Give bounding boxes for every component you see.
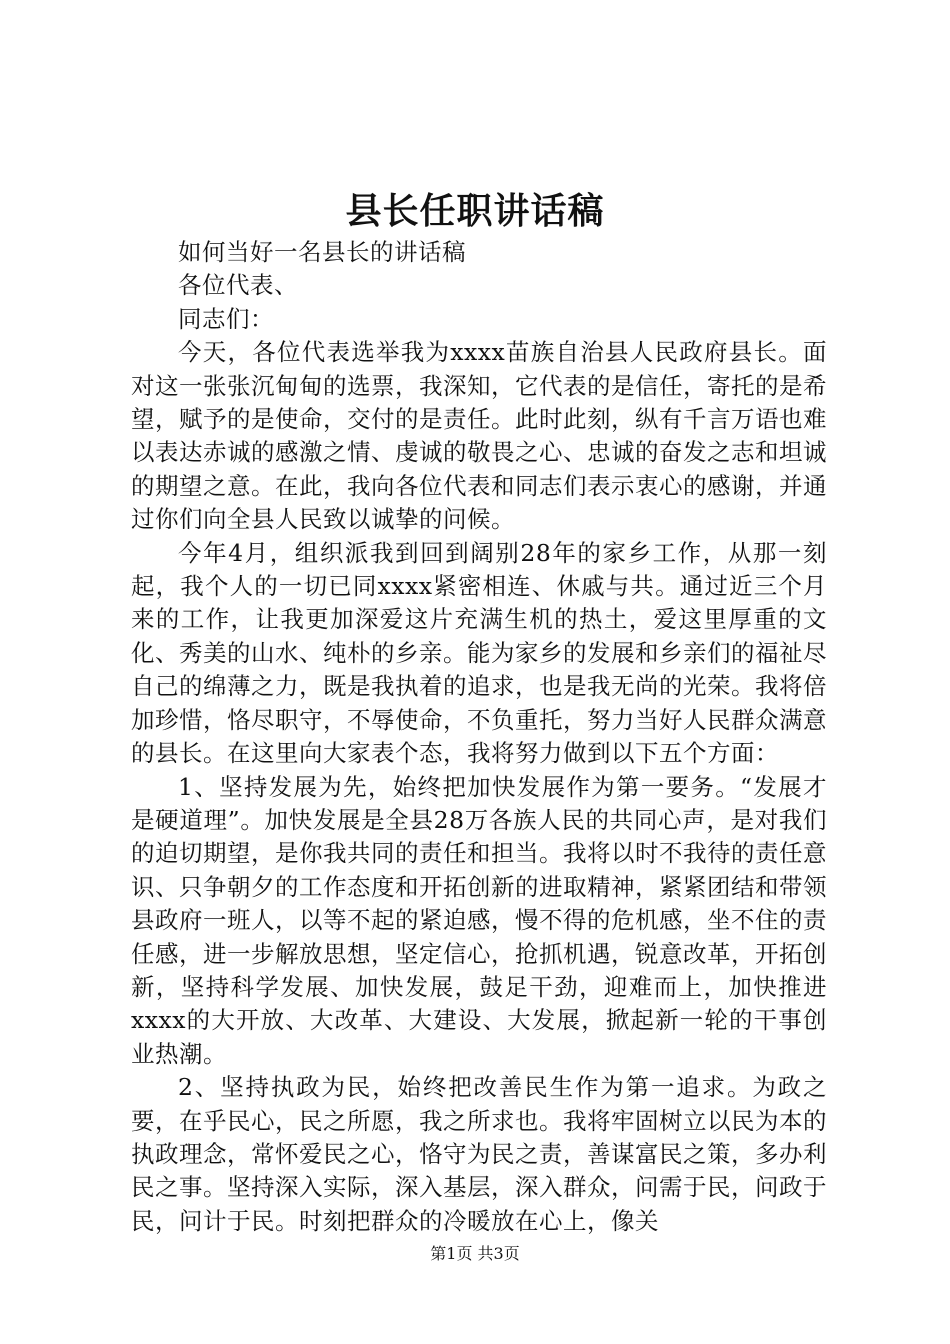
paragraph-body: 今年4月，组织派我到回到阔别28年的家乡工作，从那一刻起，我个人的一切已同xxxx紧密相连、休戚与共。通过近三个月来的工作，让我更加深爱这片充满生机的热土，爱这里厚重的文化、秀美的山水、纯朴的乡亲。能为家乡的发展和乡亲们的福祉尽自己的绵薄之力，既是我执着的追求，也是我无尚的光荣。我将倍加珍惜，恪尽职守，不辱使命，不负重托，努力当好人民群众满意的县长。在这里向大家表个态，我将努力做到以下五个方面： (131, 538, 827, 768)
paragraph-salutation-1: 各位代表、 (178, 271, 298, 300)
paragraph-salutation-2: 同志们： (178, 304, 274, 333)
page-footer: 第1页 共3页 (430, 1244, 520, 1263)
paragraph-body: 2、坚持执政为民，始终把改善民生作为第一追求。为政之要，在乎民心，民之所愿，我之所求也。我将牢固树立以民为本的执政理念，常怀爱民之心，恪守为民之责，善谋富民之策，多办利民之事。坚持深入实际，深入基层，深入群众，问需于民，问政于民，问计于民。时刻把群众的冷暖放在心上，像关 (131, 1073, 827, 1235)
document-title: 县长任职讲话稿 (345, 190, 605, 232)
document-body (131, 236, 827, 1238)
paragraph-body: 今天，各位代表选举我为xxxx苗族自治县人民政府县长。面对这一张张沉甸甸的选票，我深知，它代表的是信任，寄托的是希望，赋予的是使命，交付的是责任。此时此刻，纵有千言万语也难以表达赤诚的感激之情、虔诚的敬畏之心、忠诚的奋发之志和坦诚的期望之意。在此，我向各位代表和同志们表示衷心的感谢，并通过你们向全县人民致以诚挚的问候。 (131, 338, 827, 534)
paragraph-body: 1、坚持发展为先，始终把加快发展作为第一要务。“发展才是硬道理”。加快发展是全县28万各族人民的共同心声，是对我们的迫切期望，是你我共同的责任和担当。我将以时不我待的责任意识、只争朝夕的工作态度和开拓创新的进取精神，紧紧团结和带领县政府一班人，以等不起的紧迫感，慢不得的危机感，坐不住的责任感，进一步解放思想，坚定信心，抢抓机遇，锐意改革，开拓创新，坚持科学发展、加快发展，鼓足干劲，迎难而上，加快推进xxxx的大开放、大改革、大建设、大发展，掀起新一轮的干事创业热潮。 (131, 772, 827, 1068)
paragraph-subtitle: 如何当好一名县长的讲话稿 (178, 238, 466, 266)
